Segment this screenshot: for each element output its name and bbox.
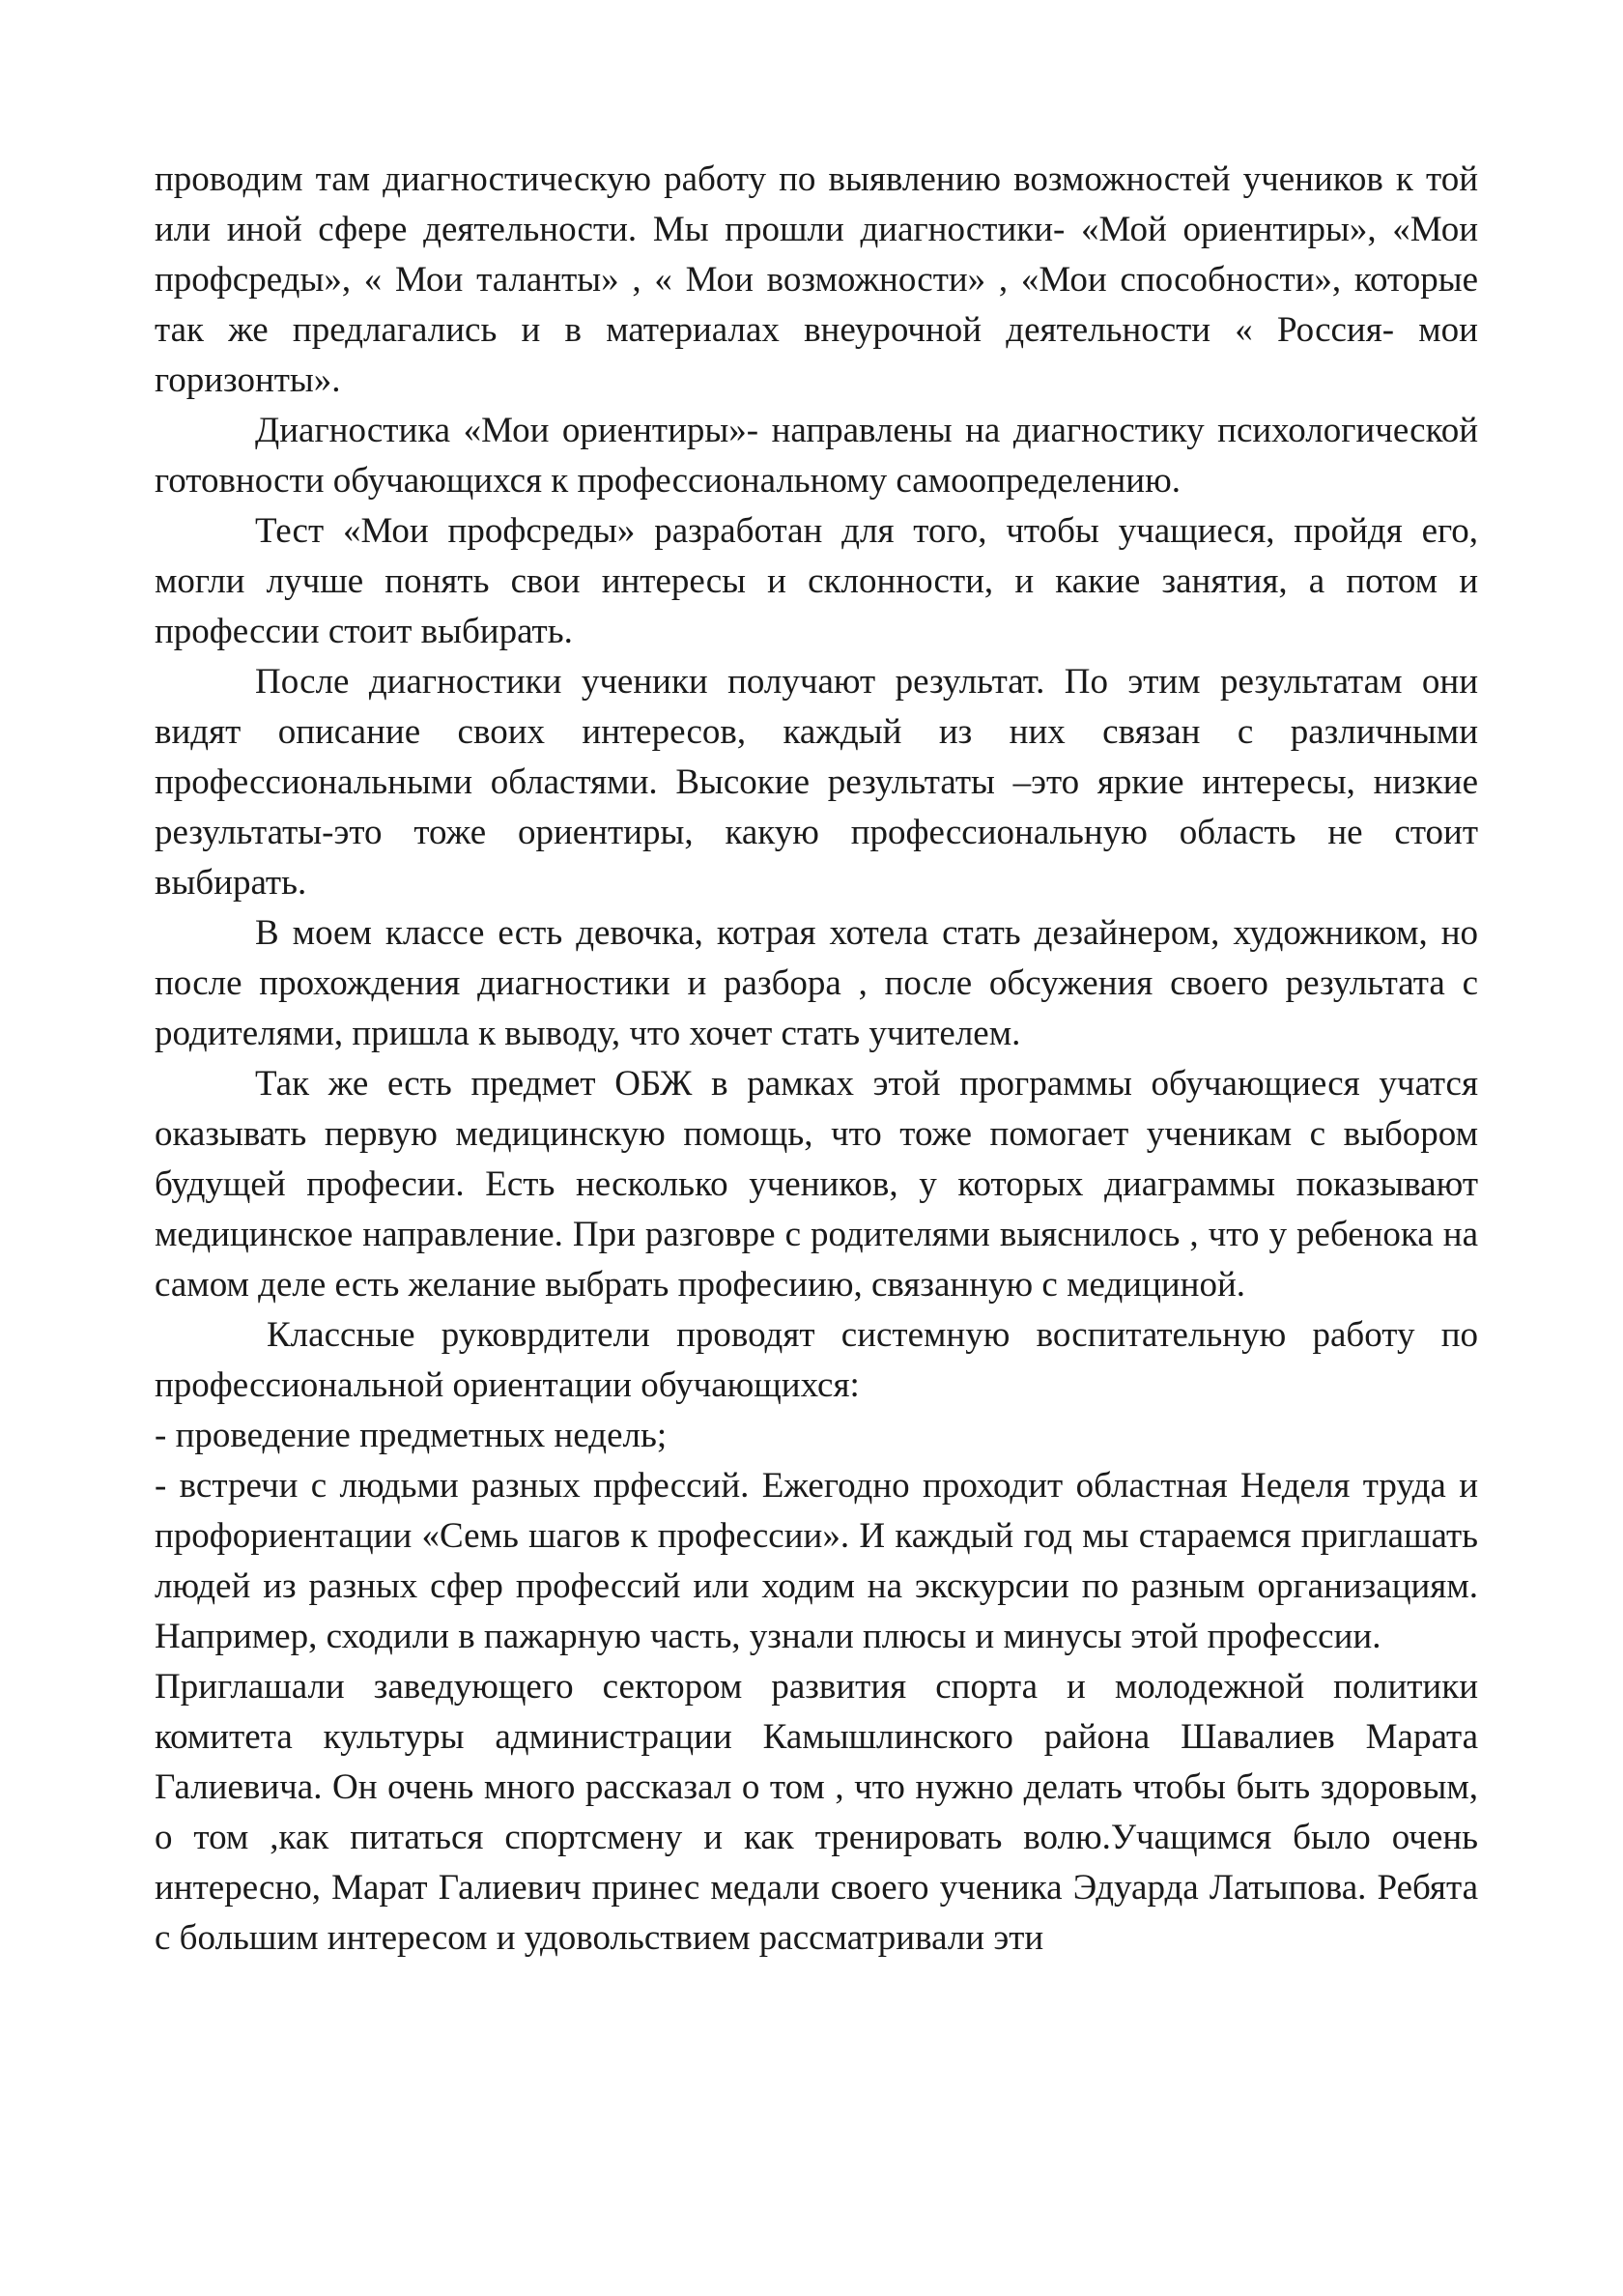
paragraph-obzh: Так же есть предмет ОБЖ в рамках этой программы обучающиеся учатся оказывать первую медицинскую помощь, что тоже помогает ученикам с выбором будущей професии. Есть несколько учеников, у которых диаграммы показывают медицинское направление. При разговре с родителями выяснилось , что у ребенока на самом деле есть желание выбрать професиию, связанную с медициной. [155,1064,1478,1305]
paragraph-diagnostics-intro: проводим там диагностическую работу по выявлению возможностей учеников к той или иной сфере деятельности. Мы прошли диагностики- «Мой ориентиры», «Мои профсреды», « Мои таланты» , « Мои возможности» , «Мои способности», которые так же предлагались и в материалах внеурочной деятельности « Россия- мои горизонты». [155,159,1478,400]
paragraph-my-orientations: Диагностика «Мои ориентиры»- направлены на диагностику психологической готовности обучающихся к профессиональному самоопределению. [155,411,1478,501]
paragraph-my-prof-environments: Тест «Мои профсреды» разработан для того, чтобы учащиеся, пройдя его, могли лучше понять свои интересы и склонности, и какие занятия, а потом и профессии стоит выбирать. [155,511,1478,651]
paragraph-class-teachers: Классные руковрдители проводят системную воспитательную работу по профессиональной ориентации обучающихся: [155,1315,1478,1405]
list-item-subject-weeks: - проведение предметных недель; [155,1416,668,1455]
list-item-meetings: - встречи с людьми разных прфессий. Ежегодно проходит областная Неделя труда и профориентации «Семь шагов к профессии». И каждый год мы стараемся приглашать людей из разных сфер профессий или ходим на экскурсии по разным организациям. Например, сходили в пажарную часть, узнали плюсы и минусы этой профессии. [155,1466,1478,1656]
paragraph-results: После диагностики ученики получают результат. По этим результатам они видят описание своих интересов, каждый из них связан с различными профессиональными областями. Высокие результаты –это яркие интересы, низкие результаты-это тоже ориентиры, какую профессиональную область не стоит выбирать. [155,662,1478,903]
paragraph-class-example: В моем классе есть девочка, котрая хотела стать дезайнером, художником, но после прохождения диагностики и разбора , после обсужения своего результата с родителями, пришла к выводу, что хочет стать учителем. [155,913,1478,1053]
paragraph-invited-guest: Приглашали заведующего сектором развития спорта и молодежной политики комитета культуры администрации Камышлинского района Шавалиев Марата Галиевича. Он очень много рассказал о том , что нужно делать чтобы быть здоровым, о том ,как питаться спортсмену и как тренировать волю.Учащимся было очень интересно, Марат Галиевич принес медали своего ученика Эдуарда Латыпова. Ребята с большим интересом и удовольствием рассматривали эти [155,1667,1478,1958]
document-page [155,155,1478,1964]
